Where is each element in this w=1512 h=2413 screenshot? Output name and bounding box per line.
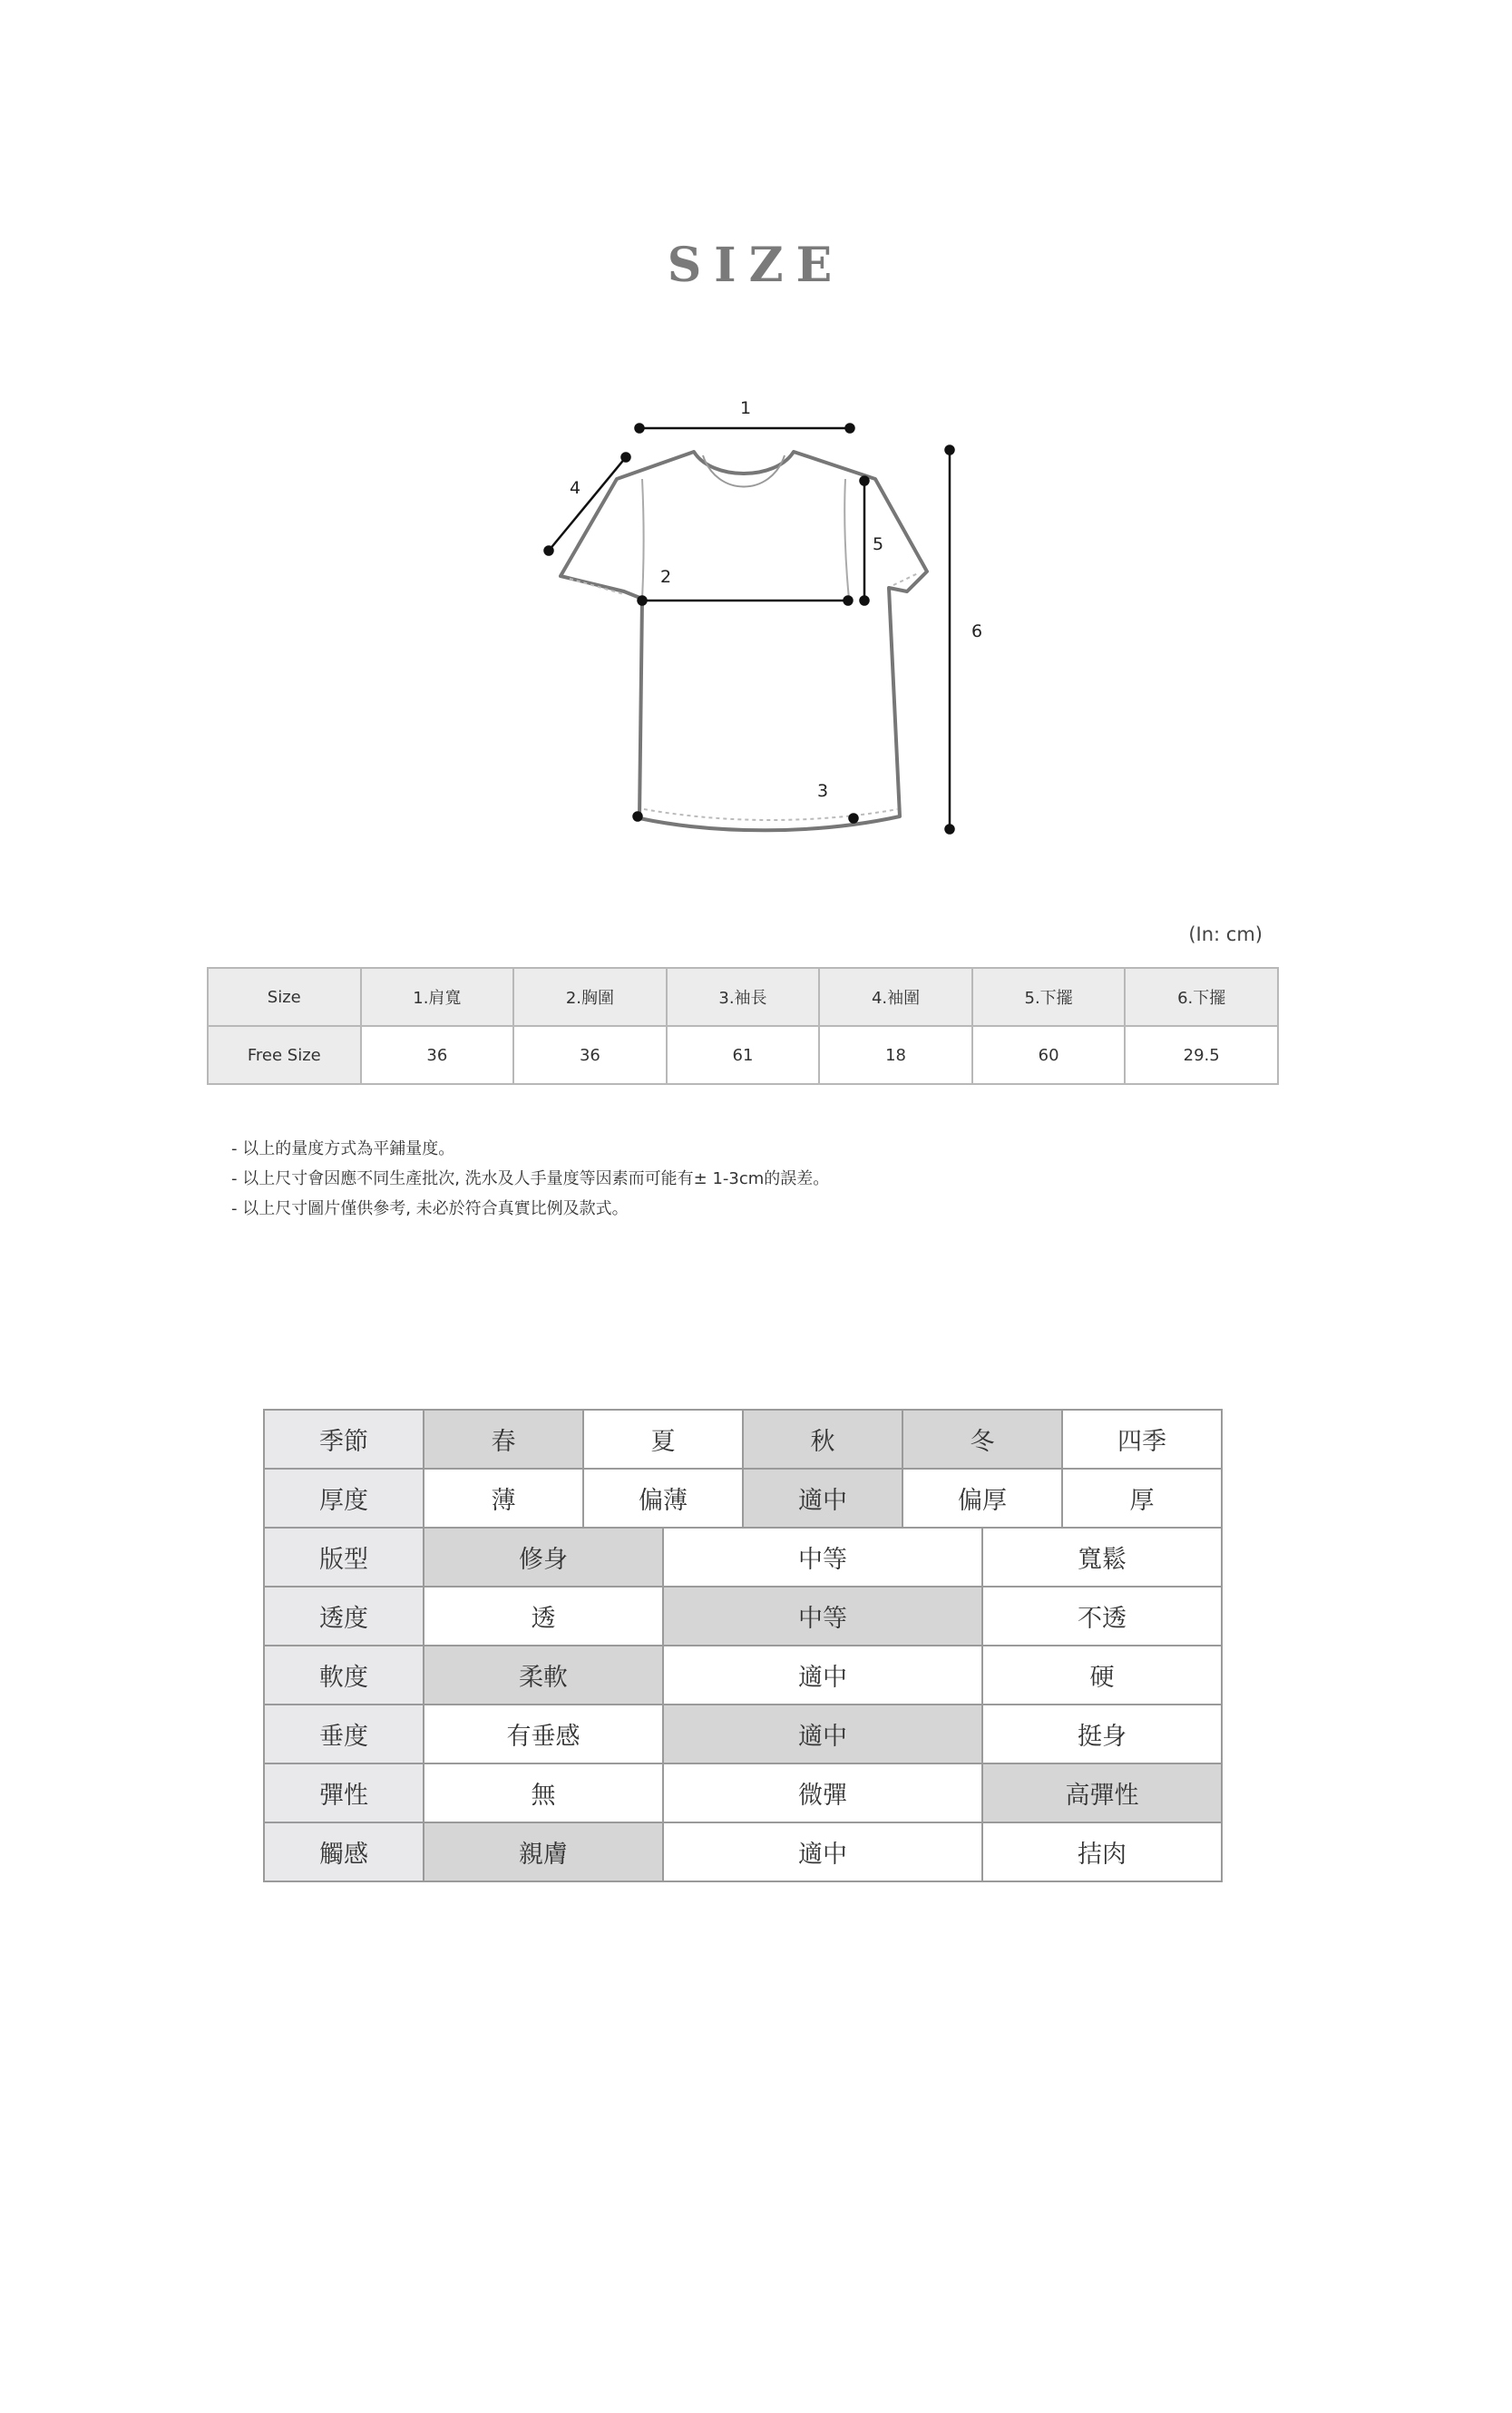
attribute-option: 不透 <box>982 1587 1222 1646</box>
attribute-row-label: 軟度 <box>264 1646 424 1705</box>
diagram-label-5: 5 <box>873 534 884 554</box>
attribute-option: 適中 <box>663 1822 982 1881</box>
size-value-cell: 29.5 <box>1125 1026 1278 1084</box>
attribute-row-label: 透度 <box>264 1587 424 1646</box>
size-value-cell: 60 <box>972 1026 1126 1084</box>
attribute-row-label: 季節 <box>264 1410 424 1469</box>
attribute-row-label: 版型 <box>264 1528 424 1587</box>
attribute-row <box>264 1469 1222 1528</box>
size-table-row <box>208 1026 1278 1084</box>
attribute-option: 夏 <box>583 1410 743 1469</box>
diagram-label-6: 6 <box>971 621 983 641</box>
size-value-cell: 36 <box>361 1026 514 1084</box>
attribute-row-label: 垂度 <box>264 1705 424 1763</box>
size-header-cell: 2.胸圍 <box>513 968 667 1026</box>
attribute-option: 偏厚 <box>902 1469 1062 1528</box>
attribute-option: 有垂感 <box>424 1705 663 1763</box>
attribute-option: 柔軟 <box>424 1646 663 1705</box>
size-header-cell: 6.下擺 <box>1125 968 1278 1026</box>
attribute-row <box>264 1528 1222 1587</box>
attribute-option: 透 <box>424 1587 663 1646</box>
attribute-row <box>264 1822 1222 1881</box>
attribute-option: 適中 <box>743 1469 902 1528</box>
attribute-option: 厚 <box>1062 1469 1222 1528</box>
attribute-option: 偏薄 <box>583 1469 743 1528</box>
size-header-cell: 3.袖長 <box>667 968 820 1026</box>
measurement-notes <box>231 1134 829 1224</box>
size-value-cell: 61 <box>667 1026 820 1084</box>
size-header-cell: 1.肩寬 <box>361 968 514 1026</box>
tshirt-outline <box>561 452 927 830</box>
attribute-option: 中等 <box>663 1587 982 1646</box>
attribute-option: 薄 <box>424 1469 583 1528</box>
page-title: SIZE <box>667 238 845 293</box>
attribute-row <box>264 1763 1222 1822</box>
fabric-attribute-table <box>263 1409 1223 1882</box>
size-row-label: Free Size <box>208 1026 361 1084</box>
attribute-option: 硬 <box>982 1646 1222 1705</box>
attribute-row <box>264 1646 1222 1705</box>
attribute-option: 中等 <box>663 1528 982 1587</box>
attribute-row-label: 厚度 <box>264 1469 424 1528</box>
diagram-label-3: 3 <box>817 781 829 801</box>
diagram-label-2: 2 <box>660 567 672 587</box>
size-header-cell: Size <box>208 968 361 1026</box>
tshirt-collar <box>703 455 785 487</box>
attribute-option: 微彈 <box>663 1763 982 1822</box>
size-header-cell: 5.下擺 <box>972 968 1126 1026</box>
diagram-label-1: 1 <box>740 398 752 418</box>
size-table-header <box>208 968 1278 1026</box>
tshirt-sleeve-seam-right <box>844 479 849 599</box>
size-table <box>207 967 1279 1085</box>
attribute-row <box>264 1705 1222 1763</box>
diagram-label-4: 4 <box>570 478 581 498</box>
tshirt-sleeve-seam-left <box>642 479 644 599</box>
tshirt-measurement-diagram <box>508 381 1016 853</box>
attribute-option: 春 <box>424 1410 583 1469</box>
attribute-option: 親膚 <box>424 1822 663 1881</box>
attribute-option: 冬 <box>902 1410 1062 1469</box>
attribute-option: 適中 <box>663 1646 982 1705</box>
attribute-row-label: 彈性 <box>264 1763 424 1822</box>
attribute-option: 適中 <box>663 1705 982 1763</box>
unit-label: (In: cm) <box>1188 923 1263 945</box>
attribute-option: 挺身 <box>982 1705 1222 1763</box>
attribute-option: 寬鬆 <box>982 1528 1222 1587</box>
attribute-option: 秋 <box>743 1410 902 1469</box>
attribute-row-label: 觸感 <box>264 1822 424 1881</box>
attribute-option: 無 <box>424 1763 663 1822</box>
attribute-option: 拮肉 <box>982 1822 1222 1881</box>
attribute-option: 修身 <box>424 1528 663 1587</box>
attribute-option: 四季 <box>1062 1410 1222 1469</box>
note-line: - 以上尺寸圖片僅供參考, 未必於符合真實比例及款式。 <box>231 1199 629 1218</box>
size-value-cell: 36 <box>513 1026 667 1084</box>
attribute-row <box>264 1587 1222 1646</box>
attribute-row <box>264 1410 1222 1469</box>
attribute-option: 高彈性 <box>982 1763 1222 1822</box>
note-line: - 以上的量度方式為平鋪量度。 <box>231 1139 455 1158</box>
note-line: - 以上尺寸會因應不同生產批次, 洗水及人手量度等因素而可能有± 1-3cm的誤差。 <box>231 1169 830 1188</box>
size-header-cell: 4.袖圍 <box>819 968 972 1026</box>
size-value-cell: 18 <box>819 1026 972 1084</box>
